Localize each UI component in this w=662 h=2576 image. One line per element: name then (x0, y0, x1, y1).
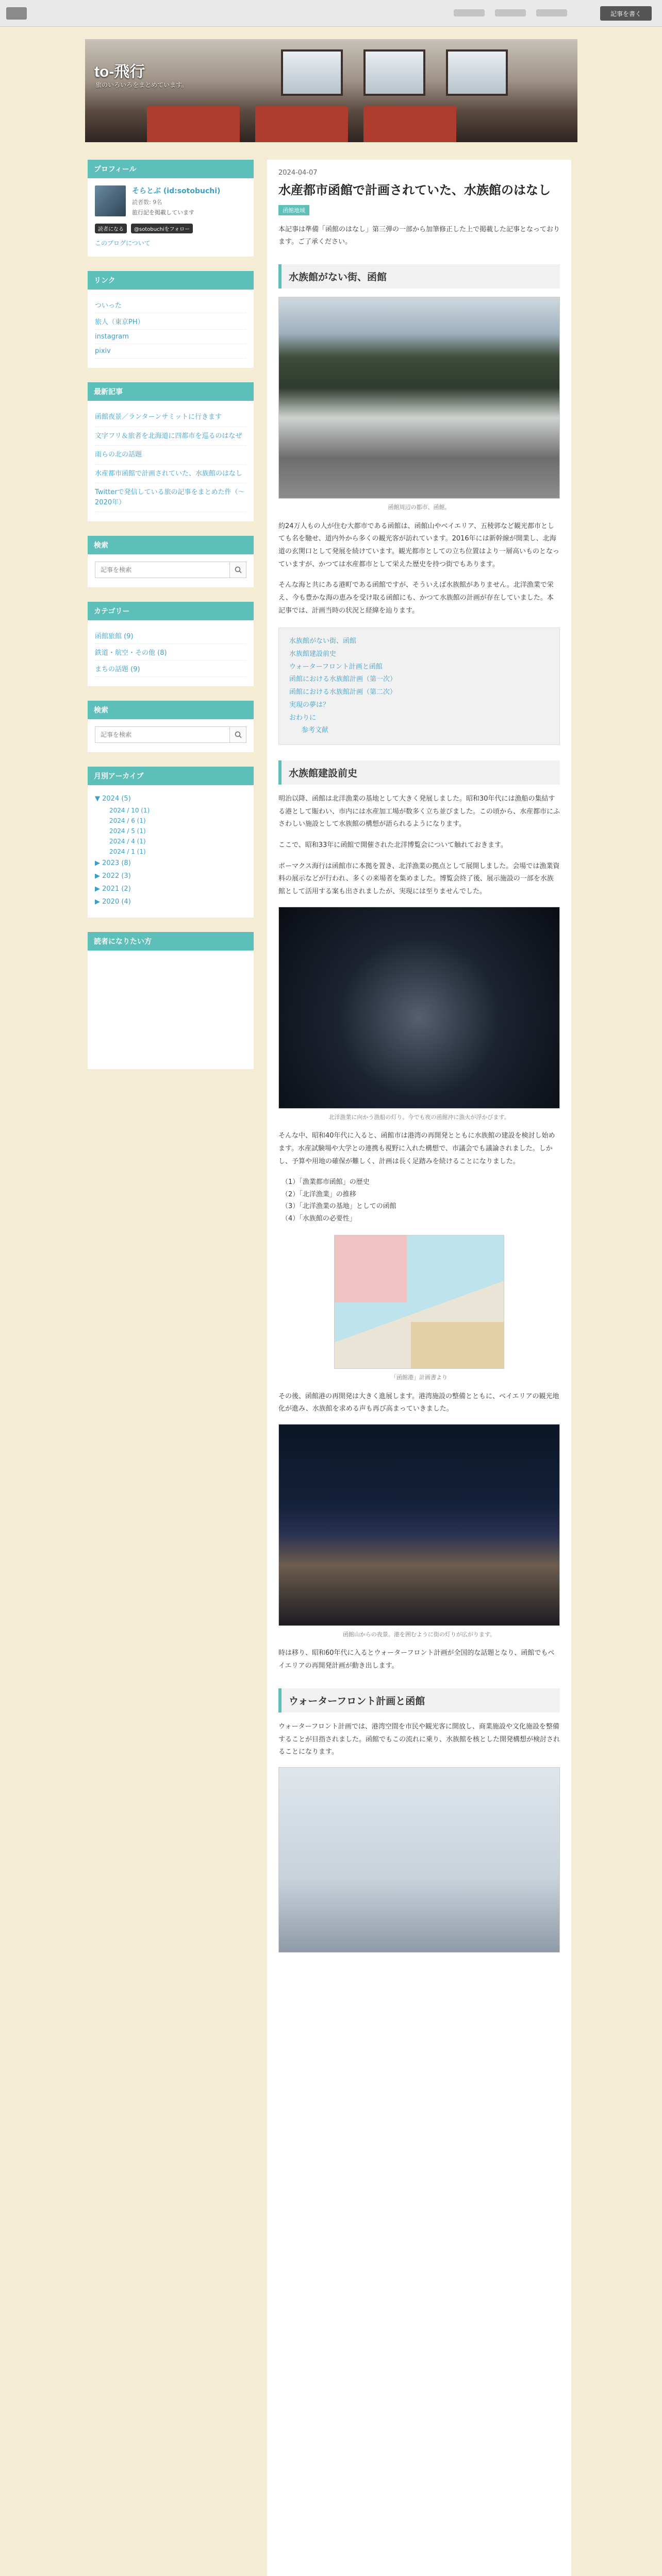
links-widget (88, 271, 254, 368)
map-land (411, 1322, 504, 1368)
article (267, 160, 571, 2576)
search-icon[interactable] (229, 727, 246, 742)
widget-title: 読者になりたい方 (88, 932, 254, 951)
body-paragraph: その後、函館港の再開発は大きく進展します。港湾施設の整備とともに、ベイエリアの観光地化が進み、水族館を求める声も再び高まっていきました。 (278, 1392, 559, 1413)
profile-reader-count: 読者数: 9名 (132, 199, 162, 206)
body-paragraph: そんな海と共にある港町である函館ですが、そういえば水族館がありません。北洋漁業で栄え、今も豊かな海の恵みを受け取る函館にも、かつて水族館の計画が存在していました。本記事では、計画当時の状況と経緯を辿ります。 (278, 581, 554, 615)
write-post-button[interactable]: 記事を書く (600, 6, 652, 21)
body-paragraph: 明治以降、函館は北洋漁業の基地として大きく発展しました。昭和30年代には漁船の集結する港として賑わい、市内には水産加工場が数多く立ち並びました。この頃から、水産都市にふさわしい施設として水族館の構想が語られるようになります。 (278, 794, 560, 828)
widget-title: プロフィール (88, 160, 254, 178)
post-title[interactable]: 水産都市函館で計画されていた、水族館のはなし (278, 183, 551, 197)
archive-month-link[interactable]: 2024 / 1 (1) (109, 848, 146, 855)
header-window (281, 49, 343, 96)
widget-title: 検索 (88, 536, 254, 554)
header-seat (255, 106, 348, 142)
map-land (335, 1235, 407, 1302)
night-photo (278, 907, 560, 1109)
toc-link[interactable]: 参考文献 (302, 726, 329, 735)
numbered-list (282, 1176, 560, 1225)
hatena-logo[interactable] (6, 7, 27, 20)
toc-link[interactable]: 函館における水族館計画（第二次） (289, 688, 397, 697)
section-heading: 水族館建設前史 (278, 760, 560, 785)
harbor-photo (278, 1767, 560, 1953)
city-photo (278, 297, 560, 499)
search-input[interactable] (95, 562, 229, 578)
body-paragraph: ここで、昭和33年に函館で開催された北洋博覧会について触れておきます。 (278, 841, 507, 849)
follow-button[interactable]: @sotobuchiをフォロー (131, 224, 193, 233)
figure-caption: 「函館港」計画書より (391, 1374, 448, 1381)
post-date[interactable]: 2024-04-07 (278, 169, 318, 177)
subscribe-button[interactable]: 読者になる (95, 224, 127, 233)
body-paragraph: ボーマクス海行は函館市に本拠を置き、北洋漁業の拠点として展開しました。会場では漁業資料の展示などが行われ、多くの来場者を集めました。博覧会終了後、展示施設の一部を水族館として活用する案も出されましたが、実現には至りませんでした。 (278, 862, 560, 895)
archive-month-link[interactable]: 2024 / 6 (1) (109, 817, 146, 824)
header-seat (147, 106, 240, 142)
widget-title: カテゴリー (88, 602, 254, 620)
widget-title: 検索 (88, 701, 254, 719)
search-icon[interactable] (229, 562, 246, 578)
body-paragraph: ウォーターフロント計画では、港湾空間を市民や観光客に開放し、商業施設や文化施設を整備することが目指されました。函館でもこの流れに乗り、水族館を核とした開発構想が検討されることになります。 (278, 1722, 560, 1756)
archive-month-link[interactable]: 2024 / 5 (1) (109, 827, 146, 835)
avatar[interactable] (95, 185, 126, 216)
intro-paragraph: 本記事は準備「函館のはなし」第三弾の一部から加筆修正した上で掲載した記事となっております。ご了承ください。 (278, 225, 560, 246)
toc-link[interactable]: 函館における水族館計画（第一次） (289, 675, 397, 684)
widget-title: リンク (88, 271, 254, 290)
body-paragraph: 約24万人もの人が住む大都市である函館は、函館山やベイエリア、五稜郭など観光都市としても名を馳せ、道内外から多くの観光客が訪れています。2016年には新幹線が開業し、北海道の玄関口として発展を続けています。観光都市としての立ち位置はより一層高いものとなっていますが、かつては水産都市として栄えた歴史を持つ街でもあります。 (278, 522, 559, 568)
blog-header (85, 39, 577, 142)
section-heading: ウォーターフロント計画と函館 (278, 1688, 560, 1713)
toc-link[interactable]: おわりに (289, 714, 317, 722)
body-paragraph: 時は移り、昭和60年代に入るとウォーターフロント計画が全国的な話題となり、函館でもベイエリアの再開発計画が動き出します。 (278, 1649, 555, 1670)
about-blog-link[interactable]: このブログについて (95, 240, 151, 247)
archive-month-link[interactable]: 2024 / 4 (1) (109, 838, 146, 845)
toc-link[interactable]: 水族館がない街、函館 (289, 637, 357, 646)
category-link[interactable]: 函館旅館 (9) (95, 633, 134, 640)
topbar-link[interactable] (536, 9, 567, 16)
category-link[interactable]: 鉄道・航空・その他 (8) (95, 649, 167, 657)
blog-subtitle: 旅のいろいろをまとめています。 (95, 81, 188, 89)
link-item[interactable]: ついった (95, 302, 122, 310)
recent-post-link[interactable]: 文字フリ＆旅者を北海道に四都市を巡るのはなぜ (95, 432, 242, 440)
link-item[interactable]: pixiv (95, 347, 111, 355)
toc-link[interactable]: ウォーターフロント計画と函館 (289, 663, 383, 671)
recent-posts-widget (88, 382, 254, 521)
recent-post-link[interactable]: 函館夜景／ランターンサミットに行きます (95, 413, 222, 421)
topbar-link[interactable] (454, 9, 485, 16)
category-widget (88, 602, 254, 686)
list-item: （4）「水族館の必要性」 (282, 1214, 356, 1223)
list-item: （3）「北洋漁業の基地」としての函館 (282, 1202, 396, 1211)
blog-title[interactable]: to-飛行 (94, 63, 145, 80)
category-badge[interactable]: 函館地域 (278, 205, 309, 215)
profile-widget (88, 160, 254, 257)
night-view-photo (278, 1424, 560, 1626)
link-item[interactable]: 旅人（東京PH） (95, 318, 144, 326)
profile-name[interactable]: そらとぶ (id:sotobuchi) (132, 187, 221, 195)
widget-title: 最新記事 (88, 382, 254, 401)
recent-post-link[interactable]: Twitterで発信している旅の記事をまとめた件（〜2020年） (95, 488, 245, 506)
body-paragraph: そんな中、昭和40年代に入ると、函館市は港湾の再開発とともに水族館の建設を検討し始めます。水産試験場や大学との連携も視野に入れた構想で、市議会でも議論されました。しかし、予算や用地の確保が難しく、計画は長く足踏みを続けることになりました。 (278, 1132, 555, 1165)
search-widget (88, 536, 254, 587)
list-item: （2）「北洋漁業」の推移 (282, 1190, 356, 1198)
archive-widget (88, 767, 254, 918)
list-item: （1）「漁業都市函館」の歴史 (282, 1178, 370, 1187)
subscribe-widget (88, 932, 254, 1069)
search-widget-2 (88, 701, 254, 752)
recent-post-link[interactable]: 水産都市函館で計画されていた、水族館のはなし (95, 469, 243, 478)
header-seat (363, 106, 456, 142)
archive-year-toggle[interactable]: ▶ 2020 (4) (95, 898, 131, 906)
photo-caption: 函館山からの夜景。港を囲むように街の灯りが広がります。 (342, 1631, 496, 1638)
header-window (363, 49, 425, 96)
toc-link[interactable]: 実現の夢は？ (289, 701, 330, 709)
photo-caption: 函館周辺の都市、函館。 (388, 503, 451, 511)
table-of-contents (278, 628, 560, 745)
header-window (446, 49, 508, 96)
topbar-link[interactable] (495, 9, 526, 16)
archive-year-toggle[interactable]: ▼ 2024 (5) (95, 795, 131, 803)
profile-description: 旅行記を掲載しています (132, 209, 194, 216)
search-input[interactable] (95, 727, 229, 742)
link-item[interactable]: instagram (95, 333, 129, 341)
section-heading: 水族館がない街、函館 (278, 264, 560, 289)
category-link[interactable]: まちの話題 (9) (95, 666, 140, 673)
archive-year-toggle[interactable]: ▶ 2022 (3) (95, 872, 131, 880)
harbor-map (334, 1235, 504, 1369)
archive-year-toggle[interactable]: ▶ 2021 (2) (95, 885, 131, 893)
recent-post-link[interactable]: 雨らの北の話題 (95, 451, 142, 459)
sidebar (88, 160, 254, 1083)
archive-year-toggle[interactable]: ▶ 2023 (8) (95, 859, 131, 867)
widget-title: 月別アーカイブ (88, 767, 254, 785)
hatena-topbar (0, 0, 662, 27)
toc-link[interactable]: 水族館建設前史 (289, 650, 337, 658)
subscribe-area (88, 951, 254, 1069)
archive-month-link[interactable]: 2024 / 10 (1) (109, 807, 150, 814)
photo-caption: 北洋漁業に向かう漁船の灯り。今でも夜の函館沖に漁火が浮かびます。 (328, 1113, 510, 1121)
